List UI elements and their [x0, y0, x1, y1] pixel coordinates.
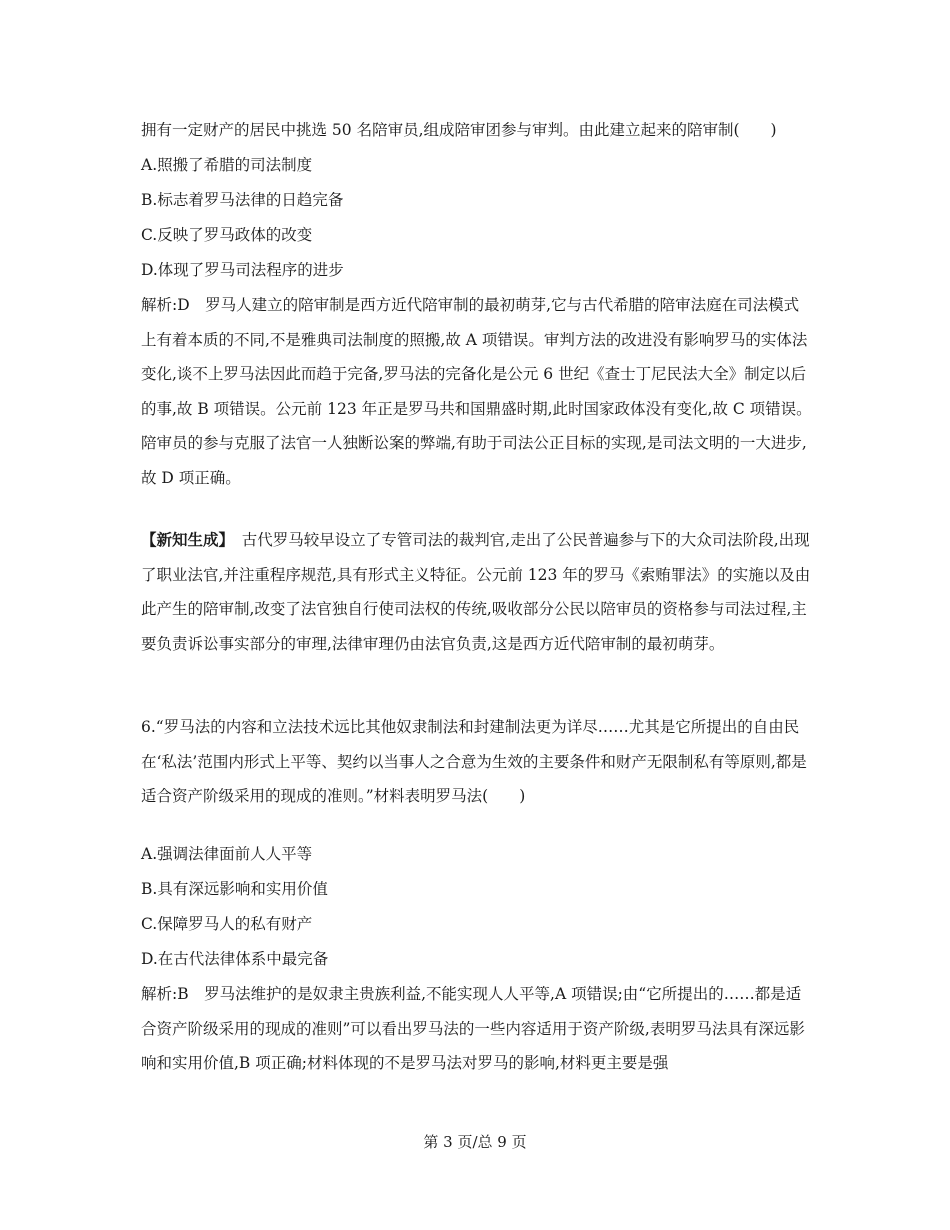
- q6-option-d: D.在古代法律体系中最完备: [141, 950, 329, 968]
- q6-option-c: C.保障罗马人的私有财产: [141, 915, 313, 933]
- q6-stem: 6.“罗马法的内容和立法技术远比其他奴隶制法和封建制法更为详尽……尤其是它所提出的自由民在‘私法’范围内形式上平等、契约以当事人之合意为生效的主要条件和财产无限制私有等原则,都是适合资产阶级采用的现成的准则。”材料表明罗马法( ): [141, 718, 807, 806]
- new-knowledge-label: 【新知生成】: [141, 530, 227, 549]
- q5-option-c: C.反映了罗马政体的改变: [141, 226, 313, 244]
- q5-stem-tail: 拥有一定财产的居民中挑选 50 名陪审员,组成陪审团参与审判。由此建立起来的陪审制( ): [141, 121, 777, 139]
- q5-option-d: D.体现了罗马司法程序的进步: [141, 261, 344, 279]
- q5-option-a: A.照搬了希腊的司法制度: [141, 156, 313, 174]
- q6-option-b: B.具有深远影响和实用价值: [141, 880, 328, 898]
- q5-analysis: 解析:D 罗马人建立的陪审制是西方近代陪审制的最初萌芽,它与古代希腊的陪审法庭在司法模式上有着本质的不同,不是雅典司法制度的照搬,故 A 项错误。审判方法的改进没有影响罗马的实体法变化,谈不上罗马法因此而趋于完备,罗马法的完备化是公元 6 世纪《查士丁尼民法大全》制定以后的事,故 B 项错误。公元前 123 年正是罗马共和国鼎盛时期,此时国家政体没有变化,故 C 项错误。陪审员的参与克服了法官一人独断讼案的弊端,有助于司法公正目标的实现,是司法文明的一大进步,故 D 项正确。: [141, 296, 812, 487]
- new-knowledge-block: [141, 523, 813, 661]
- page-number: 第 3 页/总 9 页: [423, 1133, 527, 1151]
- q5-option-b: B.标志着罗马法律的日趋完备: [141, 191, 344, 209]
- q6-option-a: A.强调法律面前人人平等: [141, 845, 313, 863]
- new-knowledge-text: 古代罗马较早设立了专管司法的裁判官,走出了公民普遍参与下的大众司法阶段,出现了职业法官,并注重程序规范,具有形式主义特征。公元前 123 年的罗马《索贿罪法》的实施以及由此产生的陪审制,改变了法官独自行使司法权的传统,吸收部分公民以陪审员的资格参与司法过程,主要负责诉讼事实部分的审理,法律审理仍由法官负责,这是西方近代陪审制的最初萌芽。: [141, 531, 811, 653]
- q6-analysis: 解析:B 罗马法维护的是奴隶主贵族利益,不能实现人人平等,A 项错误;由“它所提出的……都是适合资产阶级采用的现成的准则”可以看出罗马法的一些内容适用于资产阶级,表明罗马法具有深远影响和实用价值,B 项正确;材料体现的不是罗马法对罗马的影响,材料更主要是强: [141, 985, 805, 1073]
